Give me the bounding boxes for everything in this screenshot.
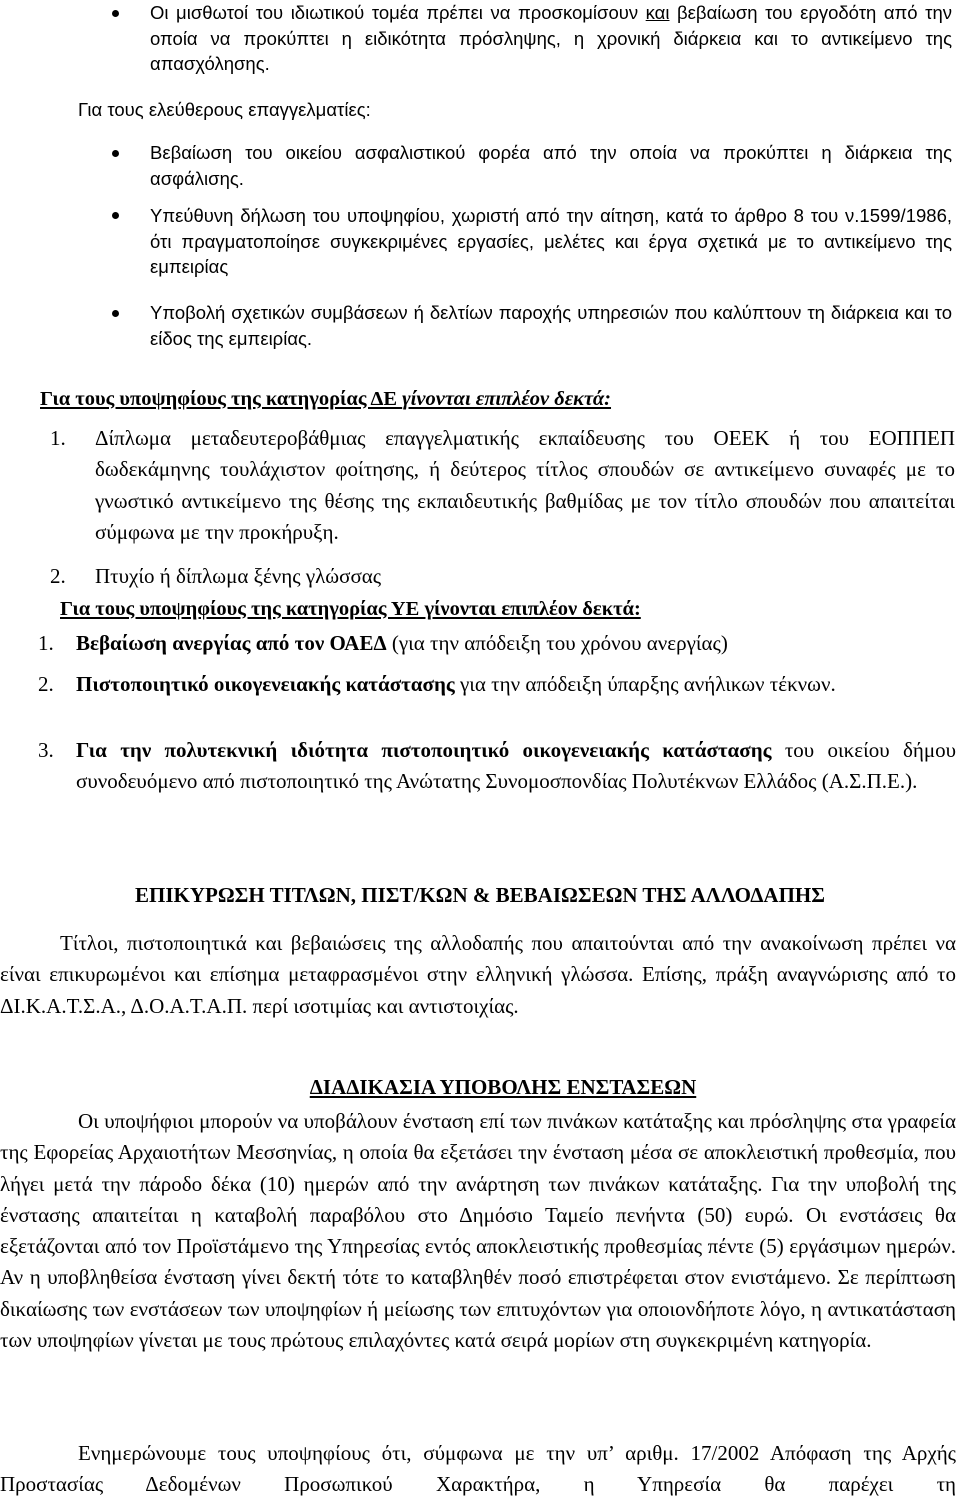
- bullet-employees: Οι μισθωτοί του ιδιωτικού τομέα πρέπει να προσκομίσουν και βεβαίωση του εργοδότη από την οποία να προκύπτει η ειδικότητα πρόσληψης, η χρονική διάρκεια και το αντικείμενο της απασχόλησης.: [150, 2, 952, 74]
- validation-text: Τίτλοι, πιστοποιητικά και βεβαιώσεις της αλλοδαπής που απαιτούνται από την ανακοίνωση πρέπει να είναι επικυρωμένοι και επίσημα μεταφρασμένοι στην ελληνική γλώσσα. Επίσης, πράξη αναγνώρισης από το ΔΙ.Κ.Α.Τ.Σ.Α., Δ.Ο.Α.Τ.Α.Π. περί ισοτιμίας και αντιστοιχίας.: [0, 931, 956, 1018]
- freelancer-item-2: Υπεύθυνη δήλωση του υποψηφίου, χωριστή από την αίτηση, κατά το άρθρο 8 του ν.1599/1986, ότι πραγματοποίησε συγκεκριμένες εργασίες, μελέτες και έργα σχετικά με το αντικείμενο της εμπειρίας: [150, 205, 952, 277]
- de-item-2: Πτυχίο ή δίπλωμα ξένης γλώσσας: [95, 564, 382, 588]
- ye-item-2: Πιστοποιητικό οικογενειακής κατάστασης για την απόδειξη ύπαρξης ανήλικων τέκνων.: [76, 672, 836, 696]
- ye-item-number: 1.: [38, 631, 54, 655]
- de-item-number: 1.: [50, 426, 66, 450]
- freelancer-item-3: Υποβολή σχετικών συμβάσεων ή δελτίων παροχής υπηρεσιών που καλύπτουν τη διάρκεια και το είδος της εμπειρίας.: [150, 302, 952, 349]
- bullet-dot: [112, 150, 119, 157]
- bullet-dot: [112, 310, 119, 317]
- freelancers-heading: Για τους ελεύθερους επαγγελματίες:: [78, 99, 371, 120]
- ye-item-3: Για την πολυτεκνική ιδιότητα πιστοποιητικό οικογενειακής κατάστασης του οικείου δήμου συνοδευόμενο από πιστοποιητικό της Ανώτατης Συνομοσπονδίας Πολυτέκνων Ελλάδος (Α.Σ.Π.Ε.).: [76, 738, 956, 794]
- ye-section-heading: Για τους υποψηφίους της κατηγορίας ΥΕ γίνονται επιπλέον δεκτά:: [60, 598, 641, 620]
- bullet-dot: [112, 212, 119, 219]
- objections-heading: ΔΙΑΔΙΚΑΣΙΑ ΥΠΟΒΟΛΗΣ ΕΝΣΤΑΣΕΩΝ: [309, 1075, 697, 1099]
- bullet-dot: [112, 10, 119, 17]
- objections-text: Οι υποψήφιοι μπορούν να υποβάλουν ένσταση επί των πινάκων κατάταξης και πρόσληψης στα γραφεία της Εφορείας Αρχαιοτήτων Μεσσηνίας, η οποία θα εξετάσει την ένσταση μέσα σε αποκλειστική προθεσμία, που λήγει μετά την πάροδο δέκα (10) ημερών από την ανάρτηση των πινάκων κατάταξης. Για την υποβολή της ένστασης απαιτείται η καταβολή παραβόλου στο Δημόσιο Ταμείο πενήντα (50) ευρώ. Οι ενστάσεις θα εξετάζονται από τον Προϊστάμενο της Υπηρεσίας εντός αποκλειστικής προθεσμίας πέντε (5) εργάσιμων ημερών. Αν η υποβληθείσα ένσταση γίνει δεκτή τότε το καταβληθέν ποσό επιστρέφεται στον ενιστάμενο. Σε περίπτωση δικαίωσης των ενστάσεων των υποψηφίων ή μείωσης των επιτυχόντων για οποιονδήποτε λόγο, η αντικατάσταση των υποψηφίων γίνεται με τους πρώτους επιλαχόντες κατά σειρά μορίων στη συγκεκριμένη κατηγορία.: [0, 1109, 956, 1353]
- ye-item-number: 2.: [38, 672, 54, 696]
- ye-item-1: Βεβαίωση ανεργίας από τον ΟΑΕΔ (για την απόδειξη του χρόνου ανεργίας): [76, 631, 728, 655]
- objections-text-2: Ενημερώνουμε τους υποψηφίους ότι, σύμφωνα με την υπ’ αριθμ. 17/2002 Απόφαση της Αρχής Προστασίας Δεδομένων Προσωπικού Χαρακτήρα, η Υπηρεσία θα παρέχει τη: [0, 1441, 956, 1497]
- freelancer-item-1: Βεβαίωση του οικείου ασφαλιστικού φορέα από την οποία να προκύπτει η διάρκεια της ασφάλισης.: [150, 142, 952, 189]
- ye-item-number: 3.: [38, 738, 54, 762]
- de-item-number: 2.: [50, 564, 66, 588]
- validation-heading: ΕΠΙΚΥΡΩΣΗ ΤΙΤΛΩΝ, ΠΙΣΤ/ΚΩΝ & ΒΕΒΑΙΩΣΕΩΝ ΤΗΣ ΑΛΛΟΔΑΠΗΣ: [135, 883, 825, 907]
- de-section-heading: Για τους υποψηφίους της κατηγορίας ΔΕ γίνονται επιπλέον δεκτά:: [40, 388, 612, 410]
- de-item-1: Δίπλωμα μεταδευτεροβάθμιας επαγγελματικής εκπαίδευσης του ΟΕΕΚ ή του ΕΟΠΠΕΠ δωδεκάμηνης τουλάχιστον φοίτησης, ή δεύτερος τίτλος σπουδών σε αντικείμενο συναφές με το γνωστικό αντικείμενο της θέσης της εκπαιδευτικής βαθμίδας με τον τίτλο σπουδών που απαιτείται σύμφωνα με την προκήρυξη.: [95, 426, 955, 544]
